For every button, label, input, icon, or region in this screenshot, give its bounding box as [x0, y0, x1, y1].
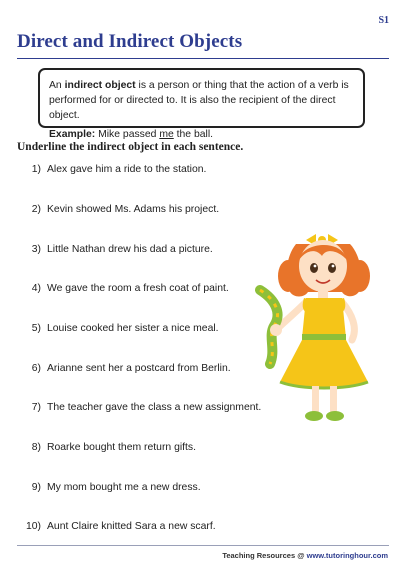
question-number: 5) — [31, 323, 41, 334]
question-text[interactable]: Roarke bought them return gifts. — [47, 442, 197, 453]
question-number: 10) — [25, 521, 41, 532]
footer — [222, 551, 388, 560]
question-number: 2) — [31, 204, 41, 215]
question-text[interactable]: We gave the room a fresh coat of paint. — [47, 283, 229, 294]
instruction: Underline the indirect object in each sentence. — [17, 141, 244, 153]
question-3 — [23, 243, 213, 256]
question-number: 1) — [31, 164, 41, 175]
question-number: 4) — [31, 283, 41, 294]
question-text[interactable]: Kevin showed Ms. Adams his project. — [47, 204, 220, 215]
question-2 — [23, 203, 219, 216]
definition-term: indirect object — [64, 80, 136, 91]
example-after: the ball. — [173, 129, 214, 140]
question-7 — [23, 401, 261, 414]
definition-example — [49, 127, 354, 142]
question-9 — [23, 481, 201, 494]
page-code: S1 — [378, 15, 389, 26]
definition-lead: An — [49, 80, 65, 91]
question-text[interactable]: Aunt Claire knitted Sara a new scarf. — [47, 521, 216, 532]
footer-rule — [17, 545, 389, 546]
question-text[interactable]: The teacher gave the class a new assignment. — [47, 402, 262, 413]
question-number: 9) — [31, 482, 41, 493]
example-underlined: me — [159, 129, 174, 140]
question-6 — [23, 362, 231, 375]
example-label: Example: — [49, 129, 96, 140]
definition-box — [38, 68, 365, 140]
question-text[interactable]: Arianne sent her a postcard from Berlin. — [47, 363, 231, 374]
title-rule — [17, 58, 389, 59]
footer-label: Teaching Resources @ — [222, 551, 307, 560]
question-10 — [23, 520, 216, 533]
girl-with-scarf-illustration — [246, 226, 396, 428]
question-text[interactable]: My mom bought me a new dress. — [47, 482, 201, 493]
question-number: 7) — [31, 402, 41, 413]
example-before: Mike passed — [95, 129, 160, 140]
question-number: 3) — [31, 244, 41, 255]
question-5 — [23, 322, 219, 335]
page-title: Direct and Indirect Objects — [17, 31, 243, 52]
definition-text — [49, 78, 354, 123]
definition-body: is a person or thing that the action of a verb is performed for or directed to. It is also the recipient of the direct object. — [49, 80, 349, 121]
question-number: 6) — [31, 363, 41, 374]
question-text[interactable]: Alex gave him a ride to the station. — [47, 164, 207, 175]
question-text[interactable]: Little Nathan drew his dad a picture. — [47, 244, 213, 255]
question-1 — [23, 163, 206, 176]
question-8 — [23, 441, 196, 454]
question-4 — [23, 282, 229, 295]
question-text[interactable]: Louise cooked her sister a nice meal. — [47, 323, 219, 334]
question-number: 8) — [31, 442, 41, 453]
footer-site-link[interactable]: www.tutoringhour.com — [306, 551, 388, 560]
